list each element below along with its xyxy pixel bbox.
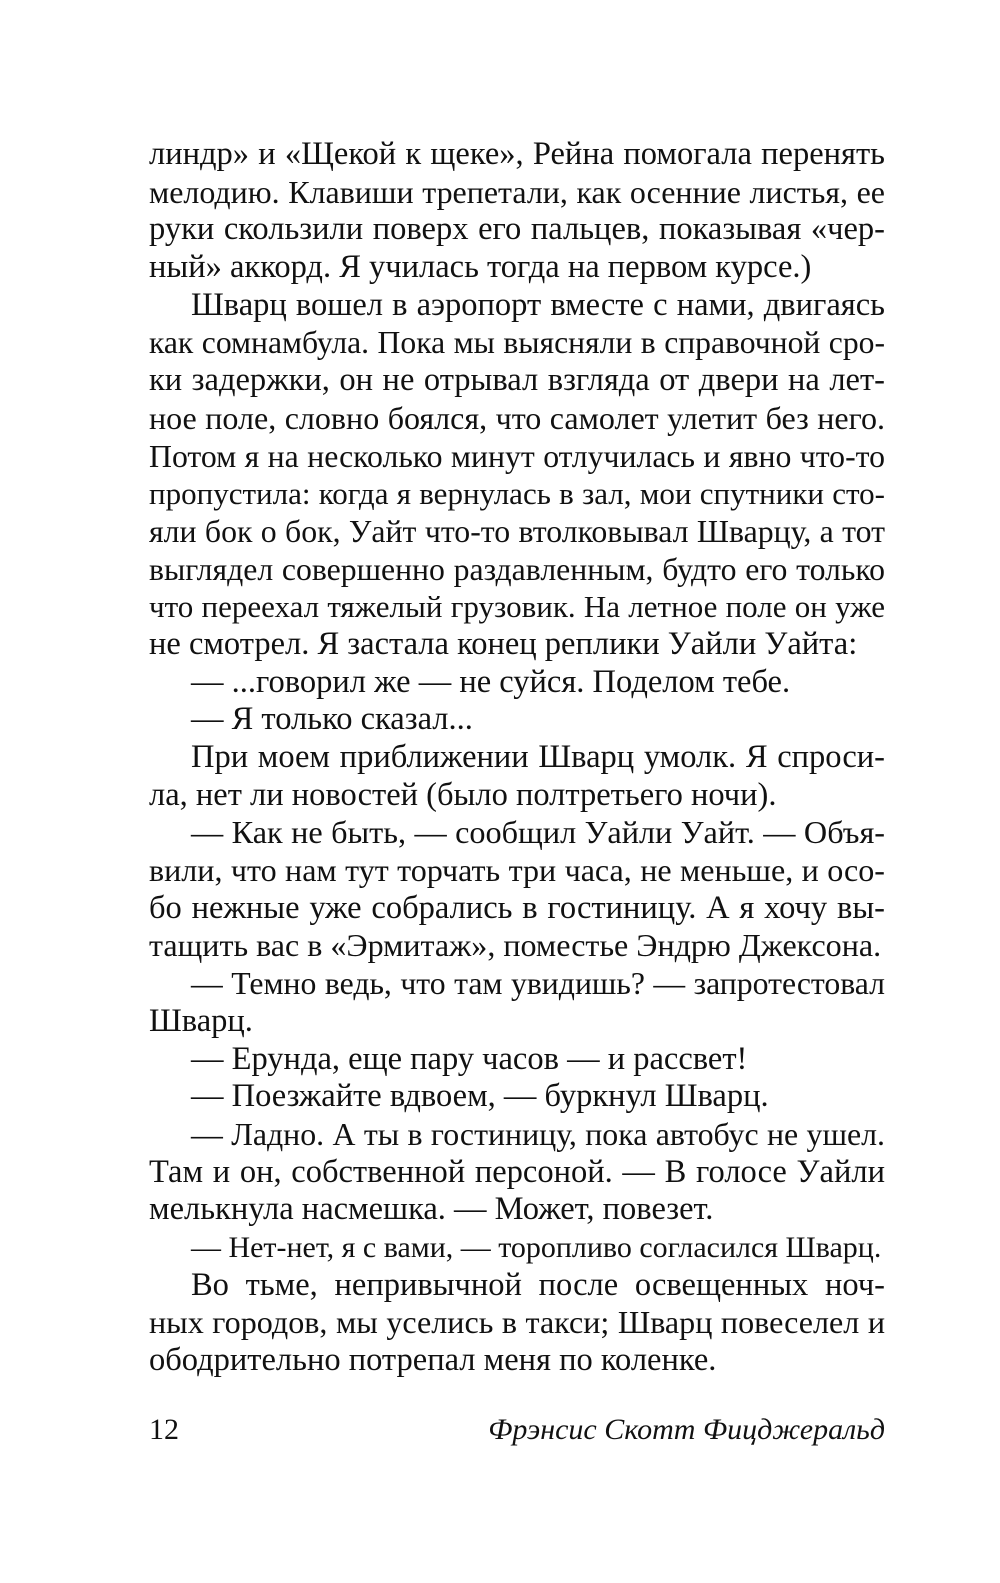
text-line: Шварц. (149, 1002, 253, 1039)
text-line: как сомнамбула. Пока мы выясняли в справочной сро- (149, 325, 885, 361)
running-author: Фрэнсис Скотт Фицджеральд (488, 1413, 885, 1446)
text-line: — Ладно. А ты в гостиницу, пока автобус не ушел. (191, 1116, 885, 1152)
text-line: Там и он, собственной персоной. — В голосе Уайли (149, 1153, 885, 1190)
text-line: что переехал тяжелый грузовик. На летное поле он уже (149, 589, 885, 625)
text-line: — Поезжайте вдвоем, — буркнул Шварц. (191, 1078, 769, 1115)
text-line: При моем приближении Шварц умолк. Я спроси- (191, 739, 885, 775)
text-line: ки задержки, он не отрывал взгляда от двери на лет- (149, 362, 885, 399)
text-line: — Темно ведь, что там увидишь? — запротестовал (191, 966, 885, 1002)
text-line: — ...говорил же — не суйся. Поделом тебе. (191, 663, 791, 700)
text-line: мелькнула насмешка. — Может, повезет. (149, 1191, 714, 1228)
text-line: пропустила: когда я вернулась в зал, мои спутники сто- (149, 476, 885, 512)
text-line: ла, нет ли новостей (было полтретьего ночи). (149, 776, 777, 813)
text-line: Шварц вошел в аэропорт вместе с нами, двигаясь (191, 286, 885, 323)
text-line: мелодию. Клавиши трепетали, как осенние листья, ее (149, 174, 885, 210)
text-line: вили, что нам тут торчать три часа, не меньше, и осо- (149, 852, 885, 889)
text-line: ных городов, мы уселись в такси; Шварц повеселел и (149, 1304, 885, 1341)
text-line: — Я только сказал... (191, 701, 473, 738)
page-footer (149, 1410, 885, 1450)
body-text (149, 136, 885, 1380)
text-line: руки скользили поверх его пальцев, показывая «чер- (149, 211, 885, 248)
text-line: — Как не быть, — сообщил Уайли Уайт. — Объя- (191, 814, 885, 851)
text-line: бо нежные уже собрались в гостиницу. А я хочу вы- (149, 889, 885, 926)
text-line: выглядел совершенно раздавленным, будто его только (149, 551, 885, 587)
text-line: ободрительно потрепал меня по коленке. (149, 1342, 717, 1378)
text-line: тащить вас в «Эрмитаж», поместье Эндрю Джексона. (149, 927, 882, 964)
page-number: 12 (149, 1413, 179, 1446)
text-line: Потом я на несколько минут отлучилась и явно что-то (149, 438, 885, 474)
text-line: — Ерунда, еще пару часов — и рассвет! (191, 1040, 748, 1077)
text-line: ный» аккорд. Я училась тогда на первом курсе.) (149, 249, 812, 286)
text-line: линдр» и «Щекой к щеке», Рейна помогала перенять (149, 136, 885, 172)
text-line: яли бок о бок, Уайт что-то втолковывал Шварцу, а тот (149, 513, 885, 549)
text-line: не смотрел. Я застала конец реплики Уайли Уайта: (149, 625, 858, 662)
text-line: ное поле, словно боялся, что самолет улетит без него. (149, 399, 885, 436)
text-line: Во тьме, непривычной после освещенных ноч- (191, 1266, 885, 1303)
text-line: — Нет-нет, я с вами, — торопливо согласился Шварц. (191, 1230, 882, 1264)
